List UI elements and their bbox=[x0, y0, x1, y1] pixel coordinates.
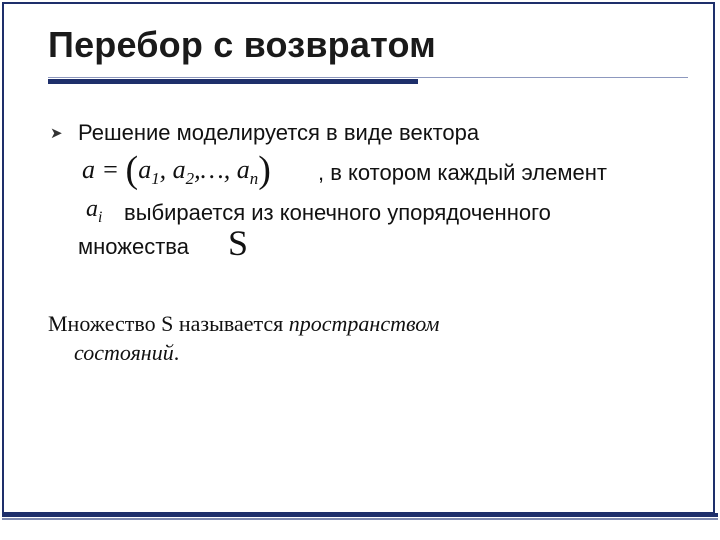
bullet-line-2: , в котором каждый элемент bbox=[318, 160, 607, 185]
bottom-rule bbox=[2, 513, 718, 517]
definition-line-1 bbox=[48, 311, 439, 337]
bullet-line-3: выбирается из конечного упорядоченного bbox=[124, 200, 551, 225]
slide-title: Перебор с возвратом bbox=[48, 24, 436, 65]
definition-prefix: Множество S называется bbox=[48, 311, 289, 336]
bullet-line-4: множества bbox=[78, 234, 189, 259]
title-underline-thin bbox=[48, 77, 688, 78]
definition-line-2 bbox=[74, 340, 179, 366]
bullet-line-1: Решение моделируется в виде вектора bbox=[78, 120, 480, 145]
set-symbol: S bbox=[228, 223, 249, 263]
bottom-rule-shadow bbox=[2, 518, 718, 520]
vector-formula: $a = (a_1$, $a_2,\dots$, $a_n$) bbox=[82, 149, 271, 191]
title-underline-thick bbox=[48, 79, 418, 84]
element-symbol: $a_i$ bbox=[86, 196, 103, 226]
definition-term-2: состояний bbox=[74, 340, 174, 365]
bullet-arrow-icon: ➤ bbox=[50, 125, 63, 142]
definition-term-1: пространством bbox=[288, 311, 440, 336]
definition-suffix: . bbox=[173, 340, 180, 365]
